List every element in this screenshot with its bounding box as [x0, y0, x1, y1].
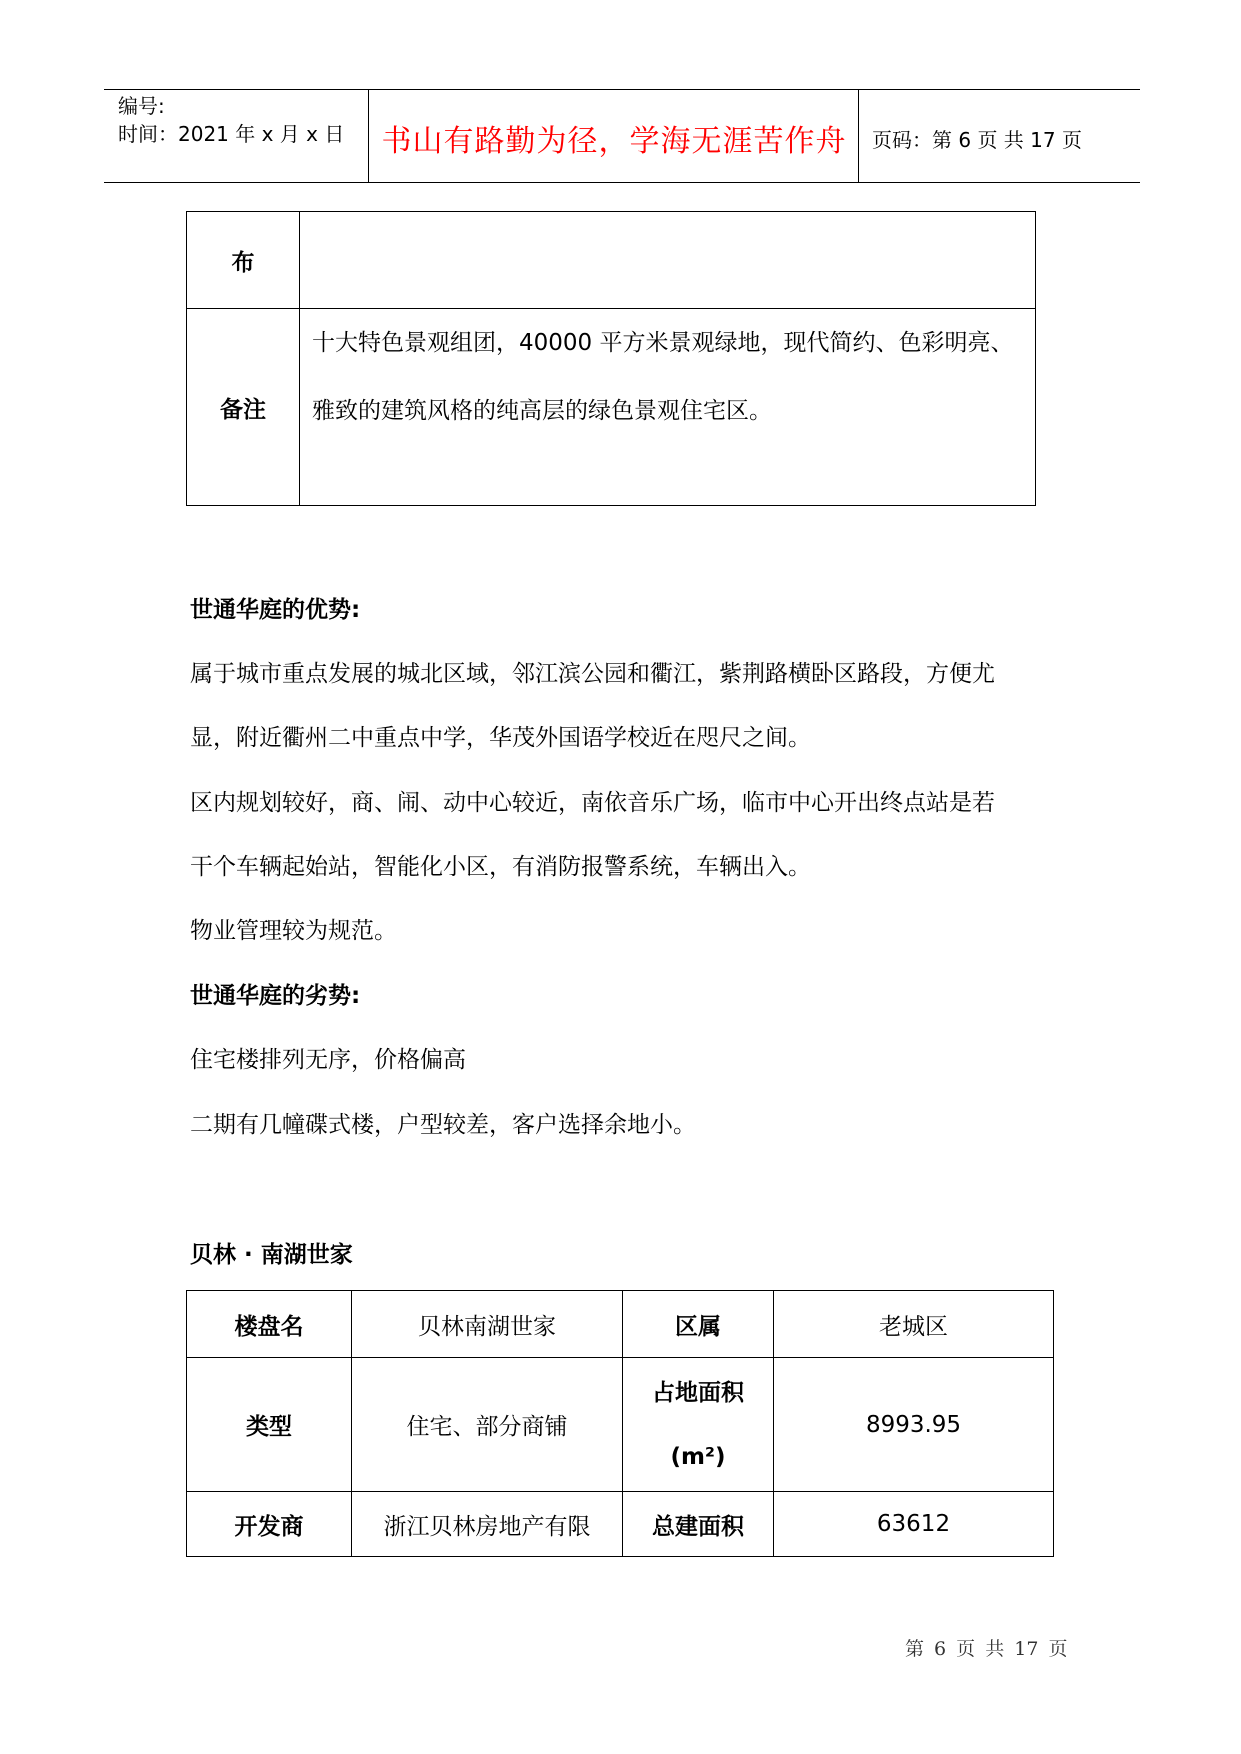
row-value-remark: 十大特色景观组团，40000 平方米景观绿地，现代简约、色彩明亮、雅致的建筑风格的纯高层的绿色景观住宅区。 [300, 309, 1036, 506]
label-property-name: 楼盘名 [187, 1291, 352, 1358]
label-land-area [623, 1358, 774, 1492]
project-info-table-continued [186, 211, 1036, 506]
header-motto: 书山有路勤为径，学海无涯苦作舟 [381, 124, 847, 159]
table-row [187, 212, 1036, 309]
value-district: 老城区 [774, 1291, 1054, 1358]
label-district: 区属 [623, 1291, 774, 1358]
table-row [187, 309, 1036, 506]
property-info-table [186, 1290, 1054, 1557]
advantages-line: 物业管理较为规范。 [190, 918, 397, 944]
header-page-number: 页码：第 6 页 共 17 页 [872, 128, 1082, 152]
header-time: 时间：2021 年 x 月 x 日 [118, 122, 345, 146]
advantages-line: 显，附近衢州二中重点中学，华茂外国语学校近在咫尺之间。 [190, 725, 811, 751]
advantages-line: 干个车辆起始站，智能化小区，有消防报警系统，车辆出入。 [190, 854, 811, 880]
header-bottom-rule [104, 182, 1140, 183]
header-meta [118, 92, 344, 148]
advantages-heading: 世通华庭的优势: [190, 597, 361, 623]
label-type: 类型 [187, 1358, 352, 1492]
value-property-name: 贝林南湖世家 [352, 1291, 623, 1358]
disadvantages-heading: 世通华庭的劣势: [190, 983, 361, 1009]
label-developer: 开发商 [187, 1492, 352, 1557]
value-developer: 浙江贝林房地产有限 [352, 1492, 623, 1557]
header-divider-right [858, 89, 859, 183]
advantages-line: 区内规划较好，商、闹、动中心较近，南依音乐广场，临市中心开出终点站是若 [190, 790, 995, 816]
label-land-area-unit: (m²) [670, 1443, 726, 1470]
row-value-layout [300, 212, 1036, 309]
disadvantages-line: 住宅楼排列无序，价格偏高 [190, 1047, 466, 1073]
value-type: 住宅、部分商铺 [352, 1358, 623, 1492]
section-title: 贝林 · 南湖世家 [190, 1242, 353, 1268]
row-label-layout: 布 [187, 212, 300, 309]
label-total-area: 总建面积 [623, 1492, 774, 1557]
advantages-line: 属于城市重点发展的城北区域，邻江滨公园和衢江，紫荆路横卧区路段，方便尤 [190, 661, 995, 687]
value-land-area: 8993.95 [774, 1358, 1054, 1492]
header-top-rule [104, 89, 1140, 90]
table-row [187, 1358, 1054, 1492]
disadvantages-line: 二期有几幢碟式楼，户型较差，客户选择余地小。 [190, 1112, 696, 1138]
header-number: 编号: [118, 94, 165, 118]
header-divider-left [368, 89, 369, 183]
table-row [187, 1492, 1054, 1557]
value-total-area: 63612 [774, 1492, 1054, 1557]
footer-page-number: 第 6 页 共 17 页 [905, 1638, 1068, 1660]
table-row [187, 1291, 1054, 1358]
label-land-area-text: 占地面积 [652, 1379, 744, 1406]
row-label-remark: 备注 [187, 309, 300, 506]
